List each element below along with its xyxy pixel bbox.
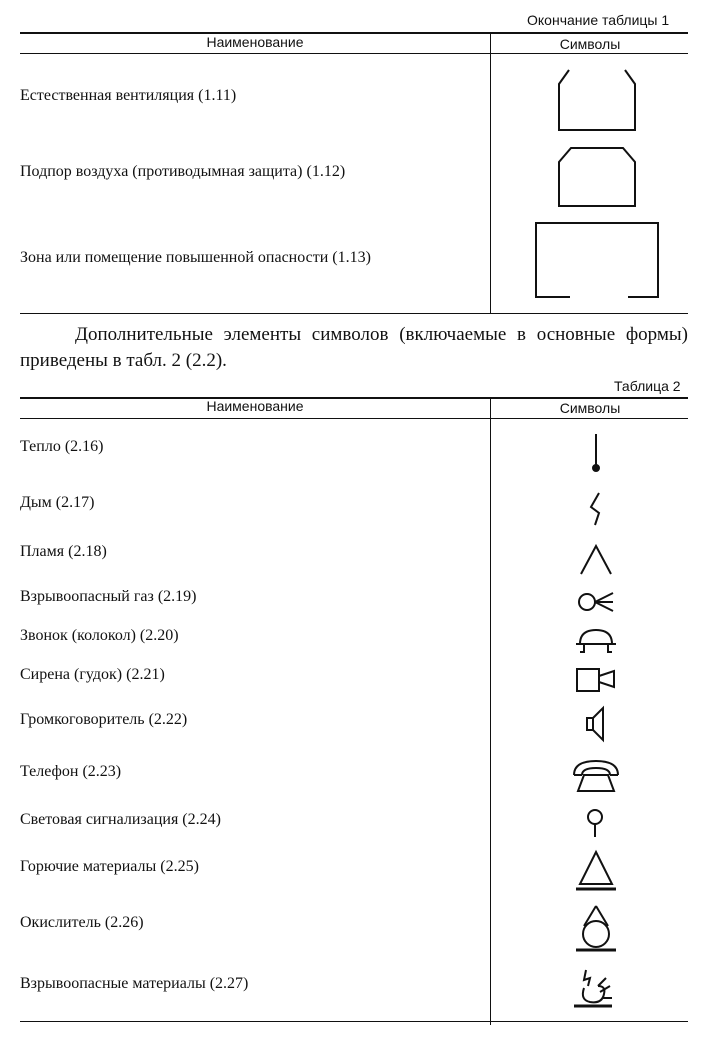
bell-icon [574,626,618,656]
smoke-icon [585,491,609,527]
table2-row-name: Световая сигнализация (2.24) [20,811,221,828]
table1-row-name: Естественная вентиляция (1.11) [20,87,237,104]
table2-name-header: Наименование [206,398,304,414]
table1-symbol-header: Символы [559,36,621,52]
table2-bottom-border [20,1021,688,1022]
table2-row-name: Пламя (2.18) [20,543,107,560]
table2-row-name: Громкоговоритель (2.22) [20,711,188,728]
table2-row-name: Звонок (колокол) (2.20) [20,627,179,644]
table1-row-name: Подпор воздуха (противодымная защита) (1.12) [20,163,346,180]
hazard-zone-icon [532,221,664,299]
combustible-materials-icon [574,848,618,892]
telephone-icon [570,757,622,795]
table1-header-divider [20,53,688,54]
table2-row-name: Окислитель (2.26) [20,914,144,931]
table1-caption: Окончание таблицы 1 [527,12,670,28]
siren-icon [574,664,618,694]
table2-row-name: Взрывоопасные материалы (2.27) [20,975,249,992]
light-signal-icon [584,807,606,839]
intro-paragraph-text: Дополнительные элементы символов (включаемые в основные формы) приведены в табл. 2 (2.2). [20,324,688,371]
table2-row-name: Тепло (2.16) [20,438,104,455]
natural-ventilation-icon [555,68,639,132]
air-pressurization-icon [555,146,639,208]
table2-caption: Таблица 2 [614,378,681,394]
table2-row-name: Взрывоопасный газ (2.19) [20,588,197,605]
flame-icon [578,542,614,576]
table1-name-header: Наименование [206,34,304,50]
table2-row-name: Телефон (2.23) [20,763,122,780]
table1-column-divider [490,32,491,314]
intro-paragraph [20,322,688,374]
loudspeaker-icon [584,705,608,743]
heat-icon [586,432,606,474]
table1-row-name: Зона или помещение повышенной опасности (1.13) [20,249,371,266]
explosive-materials-icon [572,964,618,1010]
table2-row-name: Дым (2.17) [20,494,95,511]
table1-bottom-border [20,313,688,314]
oxidizer-icon [574,902,618,954]
explosive-gas-icon [577,589,617,615]
table2-row-name: Горючие материалы (2.25) [20,858,199,875]
table2-symbol-header: Символы [559,400,621,416]
table2-column-divider [490,397,491,1025]
table2-header-divider [20,418,688,419]
table2-row-name: Сирена (гудок) (2.21) [20,666,165,683]
